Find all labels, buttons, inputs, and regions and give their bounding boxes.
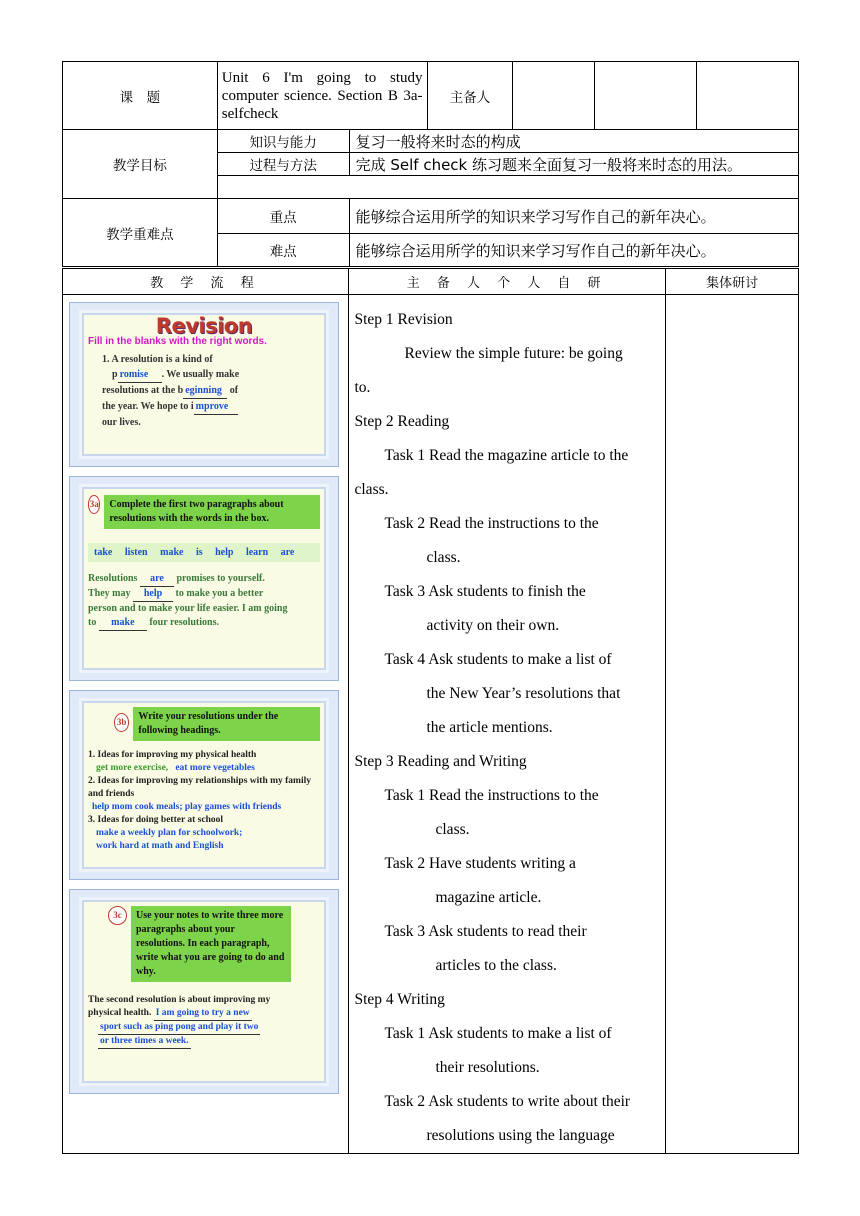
objective-label-1: 知识与能力 — [217, 130, 349, 153]
answer-3b-2: help mom cook meals; play games with friends — [92, 802, 282, 812]
topic-value: Unit 6 I'm going to study computer science. Section B 3a-selfcheck — [217, 62, 427, 130]
step-line: Task 1 Read the magazine article to the — [384, 447, 629, 464]
badge-3b: 3b — [114, 713, 129, 732]
step-line: Task 3 Ask students to finish the — [384, 583, 586, 600]
slide-3b — [69, 690, 339, 880]
answer-3b-3a: make a weekly plan for schoolwork; — [96, 828, 243, 838]
step-line: to. — [354, 379, 371, 396]
answer-3c-1: I am going to try a new — [154, 1007, 252, 1021]
answer-3b-1: get more exercise, eat more vegetables — [96, 763, 255, 773]
text-3a-line-2: They may help to make you a better — [88, 587, 320, 602]
badge-3c: 3c — [108, 906, 127, 925]
key-point-value-1: 能够综合运用所学的知识来学习写作自己的新年决心。 — [349, 199, 798, 234]
step-line: Task 2 Have students writing a — [384, 855, 576, 872]
instruction-3b: Write your resolutions under the following headings. — [133, 707, 320, 741]
preparer-label: 主备人 — [427, 62, 513, 130]
step-line: the New Year’s resolutions that — [426, 685, 621, 702]
revision-line-5: our lives. — [102, 417, 141, 428]
revision-line-3: resolutions at the b eginning of — [102, 383, 320, 399]
step-line: magazine article. — [435, 889, 542, 906]
step-line: class. — [435, 821, 470, 838]
revision-instruction: Fill in the blanks with the right words. — [88, 336, 267, 347]
text-3c-line-2: physical health. I am going to try a new — [88, 1007, 320, 1021]
instruction-3c: Use your notes to write three more paragraphs about your resolutions. In each paragraph, write what you are going to do and why. — [131, 906, 291, 982]
col-group-discussion-header: 集体研讨 — [666, 269, 799, 295]
heading-3b-2: 2. Ideas for improving my relationships with my family and friends — [88, 776, 311, 799]
revision-answer-2: eginning — [183, 383, 227, 399]
lesson-header-table — [62, 61, 799, 130]
step-line: the article mentions. — [426, 719, 553, 736]
slide-3c — [69, 889, 339, 1094]
objective-value-2: 完成 Self check 练习题来全面复习一般将来时态的用法。 — [349, 153, 798, 176]
steps-list — [355, 303, 660, 1153]
step-line: Step 3 Reading and Writing — [354, 753, 527, 770]
step-line: Step 2 Reading — [354, 413, 450, 430]
badge-3a: 3a — [88, 495, 100, 514]
key-point-label-2: 难点 — [217, 234, 349, 267]
slide-revision — [69, 302, 339, 467]
preparer-cell-3 — [697, 62, 799, 130]
slide-3a — [69, 476, 339, 681]
answer-3c-3: or three times a week. — [98, 1035, 191, 1049]
step-line: class. — [354, 481, 389, 498]
revision-line-2: p romise . We usually make — [102, 367, 320, 383]
col-self-study-header: 主 备 人 个 人 自 研 — [348, 269, 666, 295]
revision-line-4: the year. We hope to i mprove — [102, 399, 320, 415]
text-3a-line-3: person and to make your life easier. I am going — [88, 603, 288, 614]
answer-3a-1: are — [140, 572, 174, 587]
step-line: Task 4 Ask students to make a list of — [384, 651, 612, 668]
objective-value-1: 复习一般将来时态的构成 — [349, 130, 798, 153]
step-line: Step 1 Revision — [354, 311, 453, 328]
key-point-label-1: 重点 — [217, 199, 349, 234]
objective-empty-row — [217, 176, 798, 199]
step-line: Task 1 Ask students to make a list of — [384, 1025, 612, 1042]
step-line: Task 2 Read the instructions to the — [384, 515, 599, 532]
revision-line-1: 1. A resolution is a kind of — [102, 354, 213, 365]
heading-3b-3: 3. Ideas for doing better at school — [88, 815, 224, 825]
text-3a-line-1: Resolutions are promises to yourself. — [88, 572, 320, 587]
key-point-value-2: 能够综合运用所学的知识来学习写作自己的新年决心。 — [349, 234, 798, 267]
steps-cell — [348, 295, 666, 1154]
objectives-table — [62, 129, 799, 267]
step-line: Task 1 Read the instructions to the — [384, 787, 599, 804]
step-line: class. — [426, 549, 461, 566]
answer-3a-2: help — [133, 587, 173, 602]
word-box-3a: take listen make is help learn are — [88, 543, 320, 562]
step-line: Task 3 Ask students to read their — [384, 923, 587, 940]
heading-3b-1: 1. Ideas for improving my physical health — [88, 750, 257, 760]
discussion-cell — [666, 295, 799, 1154]
step-line: resolutions using the language — [426, 1127, 615, 1144]
step-line: their resolutions. — [435, 1059, 540, 1076]
step-line: Review the simple future: be going — [404, 345, 623, 362]
step-line: articles to the class. — [435, 957, 557, 974]
instruction-3a: Complete the first two paragraphs about resolutions with the words in the box. — [104, 495, 320, 529]
preparer-cell-1 — [513, 62, 595, 130]
revision-answer-3: mprove — [194, 399, 238, 415]
step-line: activity on their own. — [426, 617, 560, 634]
step-line: Task 2 Ask students to write about their — [384, 1093, 631, 1110]
answer-3a-3: make — [99, 616, 147, 631]
text-3a-line-4: to make four resolutions. — [88, 616, 320, 631]
key-points-label: 教学重难点 — [63, 199, 218, 267]
col-process-header: 教 学 流 程 — [63, 269, 349, 295]
slide-images — [69, 302, 339, 1103]
answer-3c-2: sport such as ping pong and play it two — [98, 1021, 260, 1035]
objective-label-2: 过程与方法 — [217, 153, 349, 176]
preparer-cell-2 — [595, 62, 697, 130]
step-line: Step 4 Writing — [354, 991, 445, 1008]
topic-label: 课 题 — [63, 62, 218, 130]
revision-answer-1: romise — [118, 367, 162, 383]
answer-3b-3b: work hard at math and English — [96, 841, 224, 851]
text-3c-line-1: The second resolution is about improving my — [88, 995, 271, 1005]
objectives-label: 教学目标 — [63, 130, 218, 199]
revision-title: Revision — [155, 314, 253, 338]
